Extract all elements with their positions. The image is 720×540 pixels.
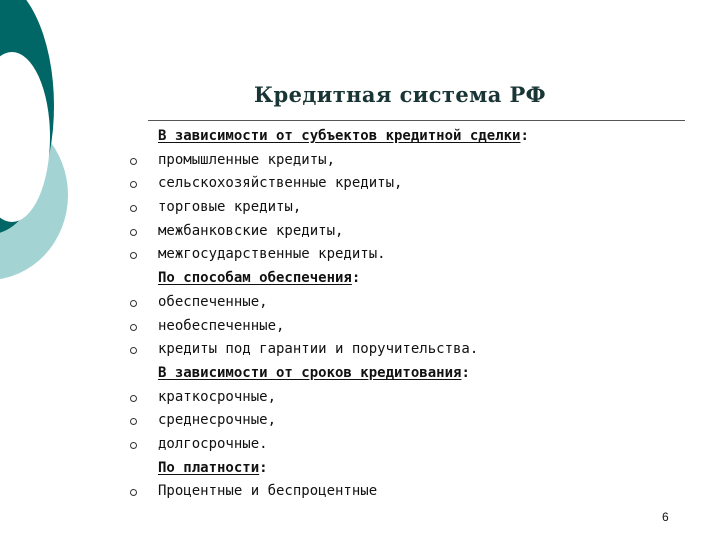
- list-item-text: краткосрочные,: [158, 388, 277, 405]
- list-item: [124, 480, 704, 504]
- list-item-text: торговые кредиты,: [158, 199, 302, 216]
- list-item: [124, 315, 704, 339]
- bullet-circle-icon: [130, 181, 137, 188]
- list-item: [124, 220, 704, 244]
- list-item: [124, 409, 704, 433]
- list-item-text: межбанковские кредиты,: [158, 222, 344, 239]
- section-heading-text: [158, 457, 268, 481]
- list-item-text: межгосударственные кредиты.: [158, 246, 386, 263]
- list-item-text: кредиты под гарантии и поручительства.: [158, 341, 479, 358]
- list-item-text: среднесрочные,: [158, 412, 277, 429]
- section-heading-label: В зависимости от субъектов кредитной сделки: [158, 128, 521, 144]
- list-item-text: необеспеченные,: [158, 317, 285, 334]
- bullet-circle-icon: [130, 489, 137, 496]
- content-list: [124, 125, 704, 504]
- bullet-circle-icon: [130, 205, 137, 212]
- bullet-circle-icon: [130, 158, 137, 165]
- section-heading-text: [158, 267, 360, 291]
- section-heading: [124, 267, 704, 291]
- section-heading-label: По способам обеспечения: [158, 270, 352, 287]
- list-item-text: обеспеченные,: [158, 293, 268, 310]
- page-number: 6: [662, 510, 669, 524]
- list-item: [124, 196, 704, 220]
- section-heading-label: По платности: [158, 459, 260, 476]
- bullet-circle-icon: [130, 324, 137, 331]
- bullet-circle-icon: [130, 347, 137, 354]
- list-item: [124, 291, 704, 315]
- section-heading: [124, 457, 704, 481]
- section-heading-label: В зависимости от сроков кредитования: [158, 364, 462, 381]
- section-heading-colon: :: [461, 364, 470, 381]
- section-heading: [124, 125, 704, 149]
- list-item-text: долгосрочные.: [158, 435, 268, 452]
- bullet-circle-icon: [130, 229, 137, 236]
- bullet-circle-icon: [130, 300, 137, 307]
- list-item: [124, 386, 704, 410]
- section-heading: [124, 362, 704, 386]
- list-item-text: Процентные и беспроцентные: [158, 483, 378, 500]
- slide-title: Кредитная система РФ: [254, 82, 546, 107]
- list-item: [124, 433, 704, 457]
- list-item: [124, 338, 704, 362]
- title-divider: [148, 120, 685, 121]
- section-heading-colon: :: [520, 128, 529, 144]
- section-heading-text: [158, 125, 529, 149]
- list-item-text: промышленные кредиты,: [158, 151, 336, 168]
- list-item: [124, 149, 704, 173]
- bullet-circle-icon: [130, 395, 137, 402]
- list-item: [124, 243, 704, 267]
- bullet-circle-icon: [130, 418, 137, 425]
- section-heading-colon: :: [259, 459, 268, 476]
- list-item-text: сельскохозяйственные кредиты,: [158, 175, 403, 192]
- section-heading-colon: :: [351, 270, 361, 287]
- section-heading-text: [158, 362, 470, 386]
- bullet-circle-icon: [130, 442, 137, 449]
- bullet-circle-icon: [130, 252, 137, 259]
- list-item: [124, 172, 704, 196]
